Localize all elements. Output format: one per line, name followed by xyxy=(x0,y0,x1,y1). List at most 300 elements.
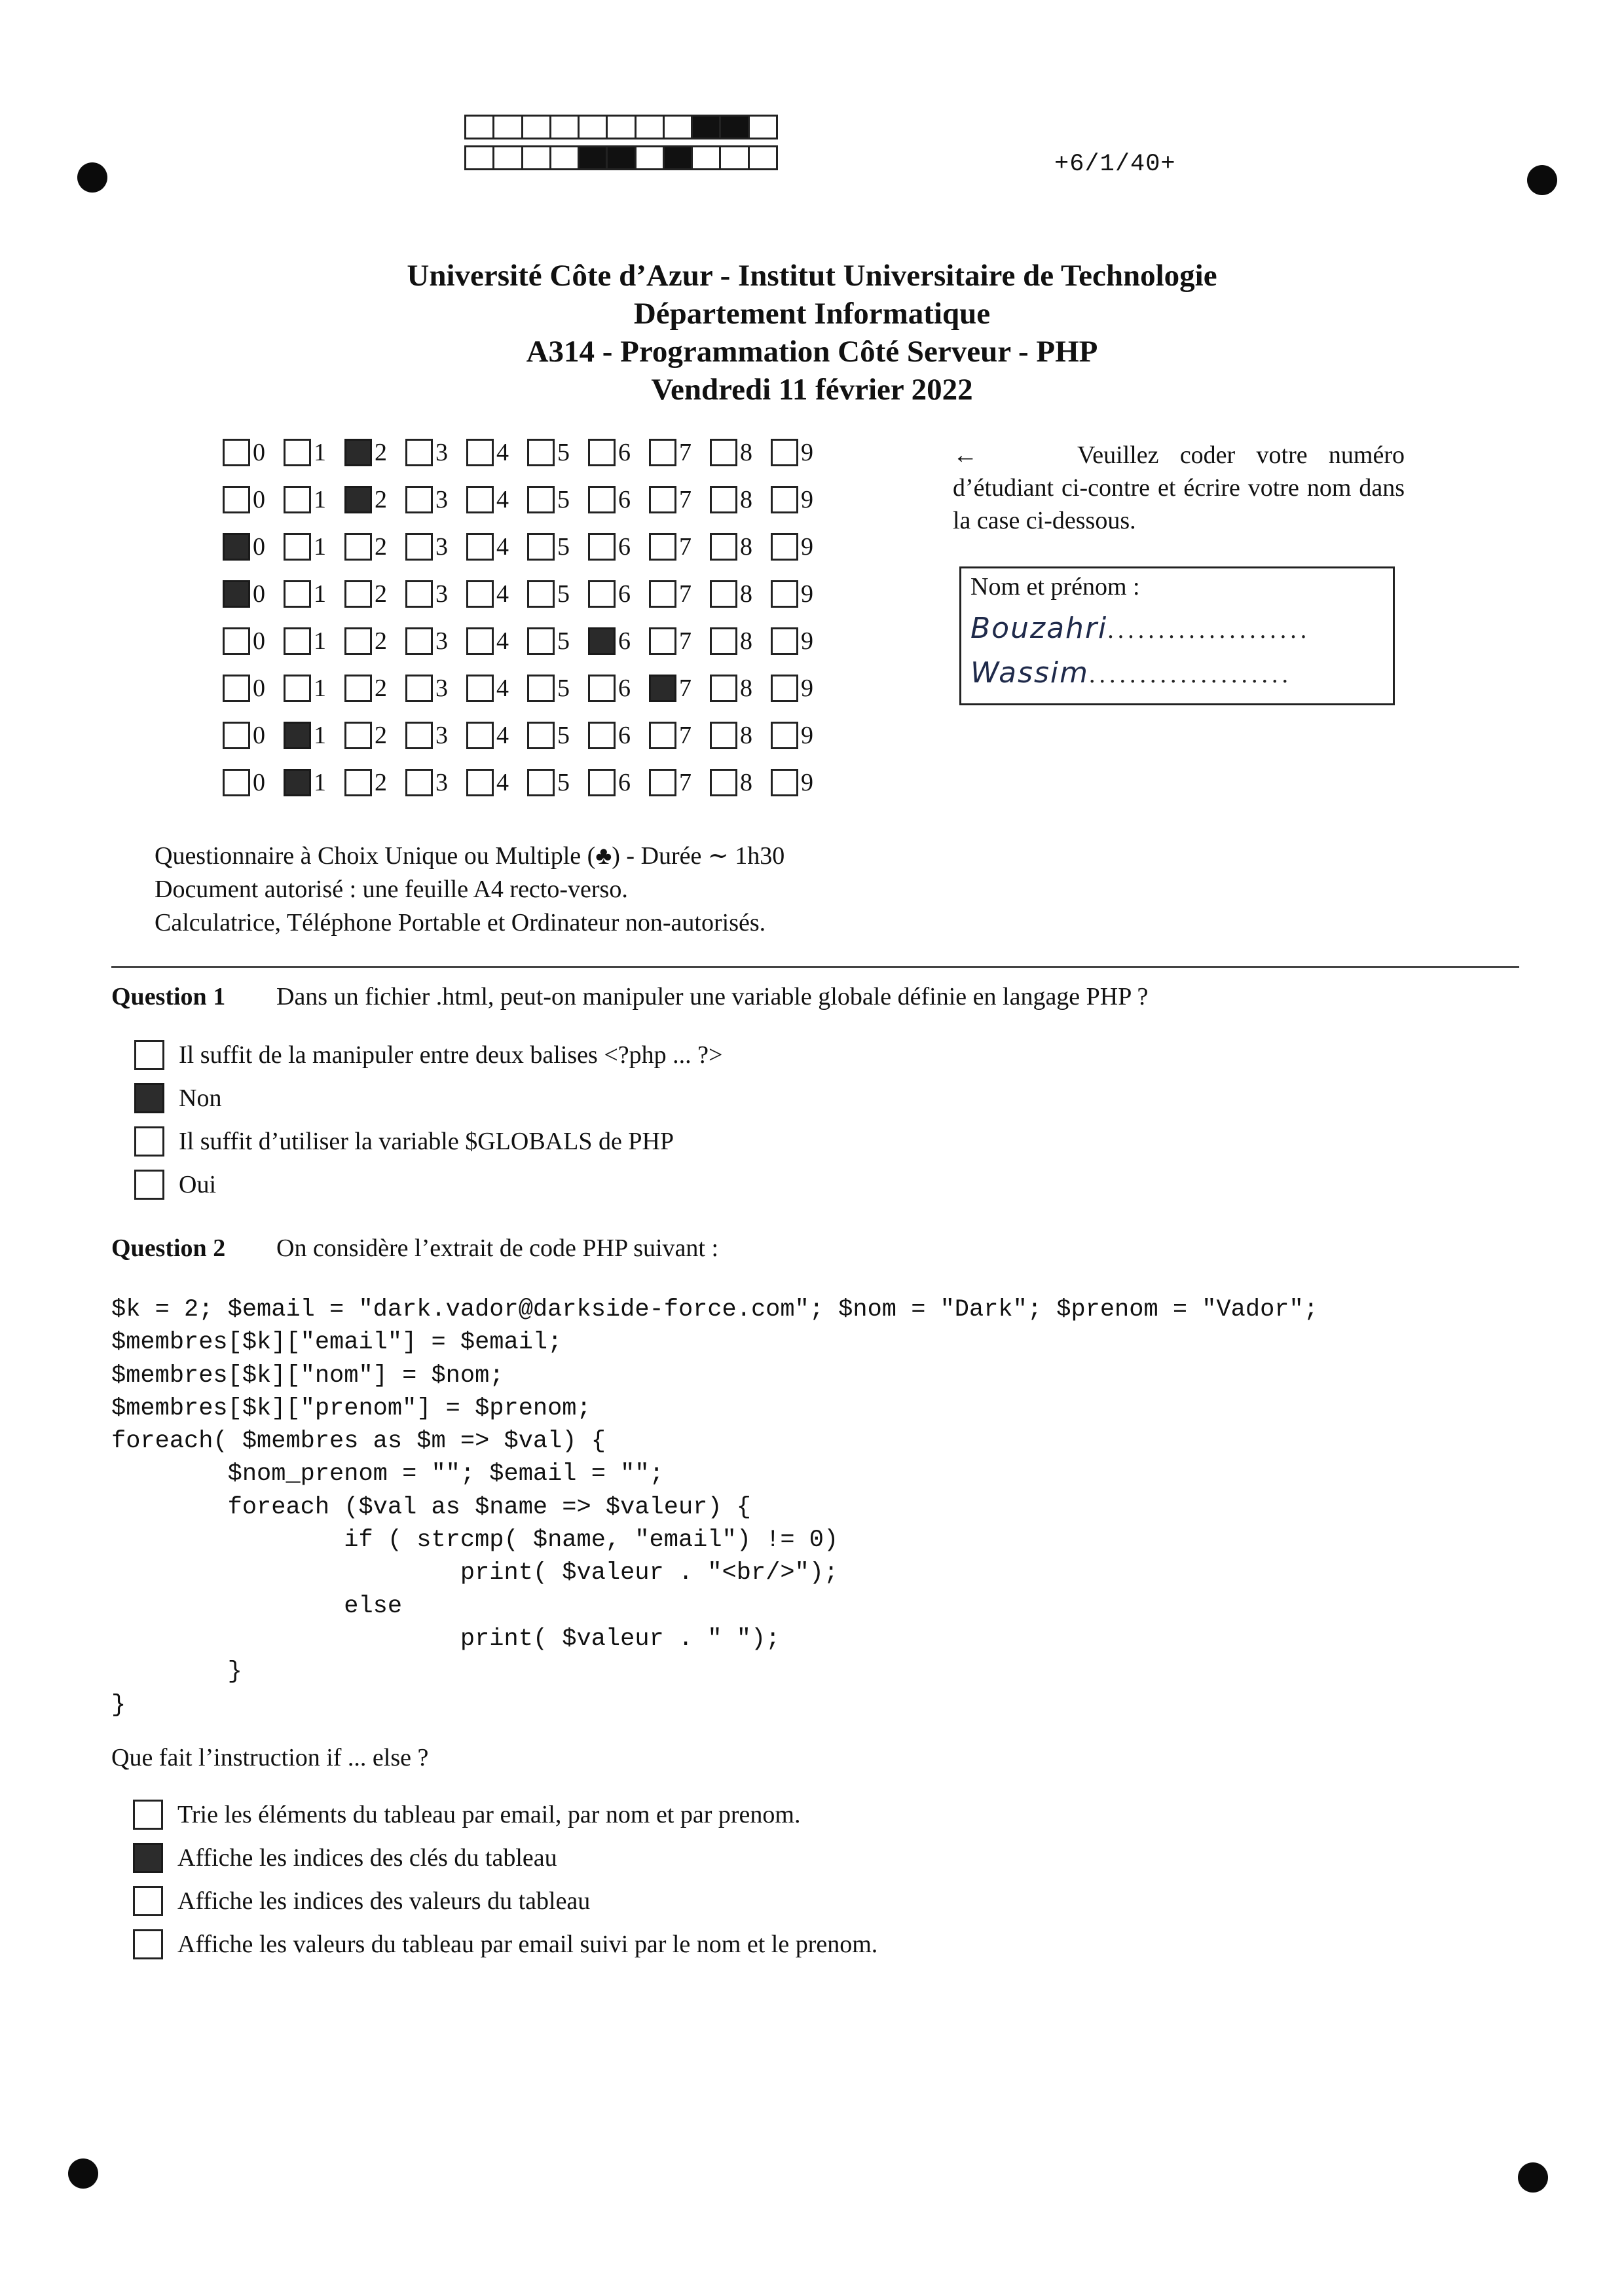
digit-label: 6 xyxy=(618,769,631,796)
digit-label: 2 xyxy=(375,627,387,655)
digit-checkbox[interactable] xyxy=(405,533,433,561)
digit-checkbox[interactable] xyxy=(527,627,555,655)
digit-option xyxy=(223,675,284,702)
digit-checkbox[interactable] xyxy=(710,439,737,466)
digit-checkbox[interactable] xyxy=(588,580,616,608)
digit-label: 5 xyxy=(557,627,570,655)
digit-checkbox[interactable] xyxy=(527,533,555,561)
digit-label: 9 xyxy=(801,769,813,796)
answer-option[interactable] xyxy=(134,1033,722,1077)
digit-option xyxy=(649,439,710,466)
digit-label: 8 xyxy=(740,486,752,513)
digit-checkbox[interactable] xyxy=(527,769,555,796)
student-id-row xyxy=(223,665,832,712)
digit-option xyxy=(284,533,344,561)
digit-option xyxy=(710,439,771,466)
student-id-row xyxy=(223,618,832,665)
barcode-cell xyxy=(663,145,693,170)
digit-label: 3 xyxy=(435,533,448,561)
digit-label: 9 xyxy=(801,533,813,561)
digit-label: 8 xyxy=(740,769,752,796)
digit-checkbox[interactable] xyxy=(344,627,372,655)
digit-option xyxy=(771,722,832,749)
digit-label: 8 xyxy=(740,439,752,466)
digit-checkbox[interactable] xyxy=(649,627,676,655)
name-box[interactable] xyxy=(959,566,1395,705)
digit-checkbox[interactable] xyxy=(405,439,433,466)
digit-checkbox[interactable] xyxy=(710,580,737,608)
digit-option xyxy=(344,675,405,702)
digit-label: 0 xyxy=(253,627,265,655)
digit-checkbox[interactable] xyxy=(223,580,250,608)
registration-mark-bottom-right xyxy=(1518,2162,1548,2193)
digit-checkbox[interactable] xyxy=(649,722,676,749)
answer-checkbox[interactable] xyxy=(133,1843,163,1873)
digit-option xyxy=(223,533,284,561)
answer-option[interactable] xyxy=(133,1923,877,1966)
digit-option xyxy=(466,675,527,702)
digit-checkbox[interactable] xyxy=(405,722,433,749)
barcode-cell xyxy=(635,145,665,170)
barcode-cell xyxy=(492,145,523,170)
digit-checkbox[interactable] xyxy=(466,722,494,749)
digit-label: 6 xyxy=(618,675,631,702)
digit-checkbox[interactable] xyxy=(466,439,494,466)
question-2-prompt: Que fait l’instruction if ... else ? xyxy=(111,1744,429,1771)
digit-checkbox[interactable] xyxy=(344,533,372,561)
digit-label: 9 xyxy=(801,439,813,466)
digit-label: 5 xyxy=(557,439,570,466)
digit-label: 9 xyxy=(801,675,813,702)
digit-checkbox[interactable] xyxy=(588,675,616,702)
digit-label: 1 xyxy=(314,486,326,513)
digit-option xyxy=(466,769,527,796)
question-2-text: On considère l’extrait de code PHP suivant : xyxy=(276,1234,719,1262)
digit-checkbox[interactable] xyxy=(527,439,555,466)
digit-label: 4 xyxy=(496,439,509,466)
exam-info-documents: Document autorisé : une feuille A4 recto-verso. xyxy=(155,876,628,903)
digit-label: 1 xyxy=(314,533,326,561)
digit-label: 7 xyxy=(679,627,692,655)
digit-label: 3 xyxy=(435,722,448,749)
digit-checkbox[interactable] xyxy=(344,439,372,466)
digit-option xyxy=(405,533,466,561)
digit-label: 7 xyxy=(679,439,692,466)
digit-label: 4 xyxy=(496,486,509,513)
digit-label: 5 xyxy=(557,533,570,561)
digit-checkbox[interactable] xyxy=(771,627,798,655)
digit-option xyxy=(344,722,405,749)
digit-label: 7 xyxy=(679,533,692,561)
digit-checkbox[interactable] xyxy=(284,627,311,655)
digit-option xyxy=(588,675,649,702)
digit-checkbox[interactable] xyxy=(649,486,676,513)
digit-checkbox[interactable] xyxy=(405,769,433,796)
digit-checkbox[interactable] xyxy=(284,439,311,466)
digit-checkbox[interactable] xyxy=(771,580,798,608)
digit-label: 2 xyxy=(375,439,387,466)
digit-option xyxy=(649,580,710,608)
digit-option xyxy=(223,439,284,466)
answer-option[interactable] xyxy=(134,1120,722,1163)
digit-label: 3 xyxy=(435,627,448,655)
barcode-cell xyxy=(578,145,608,170)
answer-text: Affiche les indices des valeurs du tableau xyxy=(177,1887,591,1915)
digit-checkbox[interactable] xyxy=(771,675,798,702)
question-1-text: Dans un fichier .html, peut-on manipuler une variable globale définie en langage PHP ? xyxy=(276,983,1149,1010)
digit-label: 3 xyxy=(435,439,448,466)
digit-option xyxy=(405,722,466,749)
name-label: Nom et prénom : xyxy=(970,573,1140,601)
digit-label: 1 xyxy=(314,439,326,466)
barcode-cell xyxy=(663,115,693,139)
digit-option xyxy=(344,486,405,513)
id-instructions xyxy=(953,439,1405,537)
answer-checkbox[interactable] xyxy=(134,1170,164,1200)
digit-label: 0 xyxy=(253,533,265,561)
registration-mark-bottom-left xyxy=(68,2158,98,2189)
barcode-cell xyxy=(606,115,636,139)
answer-checkbox[interactable] xyxy=(133,1800,163,1830)
digit-checkbox[interactable] xyxy=(588,769,616,796)
answer-checkbox[interactable] xyxy=(133,1929,163,1959)
digit-label: 2 xyxy=(375,769,387,796)
digit-label: 1 xyxy=(314,769,326,796)
digit-checkbox[interactable] xyxy=(284,769,311,796)
barcode-cell xyxy=(464,145,494,170)
digit-label: 4 xyxy=(496,675,509,702)
digit-checkbox[interactable] xyxy=(588,486,616,513)
digit-label: 2 xyxy=(375,533,387,561)
digit-option xyxy=(466,627,527,655)
digit-option xyxy=(649,486,710,513)
answer-text: Oui xyxy=(179,1171,216,1198)
digit-label: 7 xyxy=(679,486,692,513)
digit-option xyxy=(771,627,832,655)
digit-label: 6 xyxy=(618,722,631,749)
digit-checkbox[interactable] xyxy=(710,627,737,655)
digit-label: 6 xyxy=(618,533,631,561)
digit-label: 4 xyxy=(496,533,509,561)
digit-option xyxy=(284,769,344,796)
digit-label: 7 xyxy=(679,580,692,608)
digit-option xyxy=(344,580,405,608)
digit-checkbox[interactable] xyxy=(588,439,616,466)
question-1-heading xyxy=(111,982,1148,1011)
digit-option xyxy=(284,722,344,749)
digit-checkbox[interactable] xyxy=(284,722,311,749)
answer-option[interactable] xyxy=(134,1163,722,1206)
digit-label: 0 xyxy=(253,769,265,796)
digit-checkbox[interactable] xyxy=(466,533,494,561)
digit-checkbox[interactable] xyxy=(466,580,494,608)
digit-option xyxy=(771,580,832,608)
digit-checkbox[interactable] xyxy=(771,439,798,466)
digit-option xyxy=(710,722,771,749)
digit-label: 7 xyxy=(679,675,692,702)
answer-checkbox[interactable] xyxy=(134,1040,164,1070)
answer-text: Il suffit de la manipuler entre deux balises <?php ... ?> xyxy=(179,1041,723,1069)
digit-checkbox[interactable] xyxy=(405,627,433,655)
digit-checkbox[interactable] xyxy=(771,722,798,749)
digit-label: 5 xyxy=(557,675,570,702)
digit-option xyxy=(588,580,649,608)
barcode-cell xyxy=(748,115,778,139)
digit-option xyxy=(649,722,710,749)
digit-label: 7 xyxy=(679,722,692,749)
digit-label: 7 xyxy=(679,769,692,796)
answer-text: Non xyxy=(179,1084,222,1112)
digit-option xyxy=(588,769,649,796)
digit-checkbox[interactable] xyxy=(771,486,798,513)
digit-option xyxy=(710,675,771,702)
digit-label: 1 xyxy=(314,722,326,749)
digit-label: 6 xyxy=(618,627,631,655)
digit-checkbox[interactable] xyxy=(527,486,555,513)
registration-mark-top-left xyxy=(77,162,107,193)
barcode-cell xyxy=(691,145,721,170)
answer-text: Il suffit d’utiliser la variable $GLOBALS de PHP xyxy=(179,1128,674,1155)
registration-mark-top-right xyxy=(1527,165,1557,195)
digit-checkbox[interactable] xyxy=(466,627,494,655)
title-date: Vendredi 11 février 2022 xyxy=(651,373,973,407)
digit-checkbox[interactable] xyxy=(771,769,798,796)
digit-label: 9 xyxy=(801,722,813,749)
digit-checkbox[interactable] xyxy=(527,580,555,608)
digit-checkbox[interactable] xyxy=(710,769,737,796)
digit-label: 0 xyxy=(253,486,265,513)
digit-option xyxy=(405,486,466,513)
digit-label: 0 xyxy=(253,439,265,466)
answer-text: Trie les éléments du tableau par email, par nom et par prenom. xyxy=(177,1801,801,1828)
digit-option xyxy=(771,675,832,702)
digit-option xyxy=(771,439,832,466)
digit-option xyxy=(771,533,832,561)
digit-checkbox[interactable] xyxy=(710,675,737,702)
php-code-snippet: $k = 2; $email = "dark.vador@darkside-force.com"; $nom = "Dark"; $prenom = "Vador"; $membres[$k]["email"] = $email; $membres[$k]["nom"] = $nom; $membres[$k]["prenom"] = $prenom; foreach( $membres as $m => $val) { $nom_prenom = ""; $email = ""; foreach ($val as $name => $valeur) { if ( strcmp( $name, "email") != 0) print( $valeur . "<br/>"); else print( $valeur . " "); } } xyxy=(111,1296,1318,1719)
digit-checkbox[interactable] xyxy=(223,533,250,561)
digit-label: 1 xyxy=(314,675,326,702)
first-name-handwritten: Wassim xyxy=(970,656,1089,690)
digit-option xyxy=(527,486,588,513)
digit-label: 2 xyxy=(375,580,387,608)
barcode-cell xyxy=(691,115,721,139)
digit-option xyxy=(588,486,649,513)
digit-label: 4 xyxy=(496,722,509,749)
digit-option xyxy=(710,627,771,655)
digit-checkbox[interactable] xyxy=(344,580,372,608)
barcode-cell xyxy=(578,115,608,139)
digit-checkbox[interactable] xyxy=(466,486,494,513)
digit-option xyxy=(527,533,588,561)
digit-option xyxy=(710,769,771,796)
digit-checkbox[interactable] xyxy=(649,769,676,796)
digit-option xyxy=(405,627,466,655)
barcode-bottom xyxy=(466,145,778,170)
student-id-row xyxy=(223,570,832,618)
digit-label: 0 xyxy=(253,580,265,608)
digit-label: 1 xyxy=(314,627,326,655)
digit-checkbox[interactable] xyxy=(710,486,737,513)
digit-label: 0 xyxy=(253,675,265,702)
digit-label: 2 xyxy=(375,722,387,749)
digit-checkbox[interactable] xyxy=(284,486,311,513)
digit-checkbox[interactable] xyxy=(405,580,433,608)
digit-option xyxy=(588,627,649,655)
digit-option xyxy=(771,486,832,513)
digit-checkbox[interactable] xyxy=(710,722,737,749)
digit-checkbox[interactable] xyxy=(527,722,555,749)
barcode-cell xyxy=(549,145,580,170)
answer-option[interactable] xyxy=(133,1879,877,1923)
digit-checkbox[interactable] xyxy=(284,580,311,608)
digit-option xyxy=(710,533,771,561)
digit-checkbox[interactable] xyxy=(223,439,250,466)
digit-option xyxy=(466,439,527,466)
answer-text: Affiche les valeurs du tableau par email suivi par le nom et le prenom. xyxy=(177,1931,878,1958)
digit-checkbox[interactable] xyxy=(284,533,311,561)
digit-option xyxy=(466,722,527,749)
digit-checkbox[interactable] xyxy=(223,486,250,513)
digit-option xyxy=(771,769,832,796)
digit-checkbox[interactable] xyxy=(466,675,494,702)
barcode-cell xyxy=(748,145,778,170)
digit-label: 6 xyxy=(618,580,631,608)
digit-label: 8 xyxy=(740,627,752,655)
left-arrow-icon: ← xyxy=(953,441,978,469)
digit-checkbox[interactable] xyxy=(223,627,250,655)
digit-checkbox[interactable] xyxy=(649,675,676,702)
answer-option[interactable] xyxy=(134,1077,722,1120)
barcode-cell xyxy=(719,145,749,170)
digit-checkbox[interactable] xyxy=(649,580,676,608)
answer-option[interactable] xyxy=(133,1836,877,1879)
digit-label: 1 xyxy=(314,580,326,608)
barcode-cell xyxy=(492,115,523,139)
digit-option xyxy=(527,769,588,796)
digit-checkbox[interactable] xyxy=(344,722,372,749)
answer-checkbox[interactable] xyxy=(134,1083,164,1113)
digit-option xyxy=(223,486,284,513)
digit-label: 3 xyxy=(435,675,448,702)
digit-label: 2 xyxy=(375,486,387,513)
page-code: +6/1/40+ xyxy=(1054,151,1176,178)
digit-label: 6 xyxy=(618,439,631,466)
digit-label: 4 xyxy=(496,580,509,608)
digit-option xyxy=(649,627,710,655)
digit-label: 8 xyxy=(740,675,752,702)
digit-checkbox[interactable] xyxy=(771,533,798,561)
student-id-row xyxy=(223,759,832,806)
question-2-answers xyxy=(133,1793,877,1966)
digit-option xyxy=(588,722,649,749)
digit-option xyxy=(223,627,284,655)
digit-label: 3 xyxy=(435,486,448,513)
digit-label: 4 xyxy=(496,769,509,796)
digit-option xyxy=(588,533,649,561)
digit-checkbox[interactable] xyxy=(344,486,372,513)
digit-checkbox[interactable] xyxy=(223,722,250,749)
digit-option xyxy=(284,486,344,513)
digit-option xyxy=(710,580,771,608)
digit-checkbox[interactable] xyxy=(405,675,433,702)
digit-option xyxy=(284,439,344,466)
answer-text: Affiche les indices des clés du tableau xyxy=(177,1844,557,1872)
exam-info-devices: Calculatrice, Téléphone Portable et Ordinateur non-autorisés. xyxy=(155,909,766,936)
answer-checkbox[interactable] xyxy=(133,1886,163,1916)
barcode-cell xyxy=(549,115,580,139)
digit-label: 8 xyxy=(740,722,752,749)
digit-option xyxy=(527,722,588,749)
digit-checkbox[interactable] xyxy=(466,769,494,796)
exam-info-type: Questionnaire à Choix Unique ou Multiple (♣) - Durée ∼ 1h30 xyxy=(155,842,785,870)
digit-checkbox[interactable] xyxy=(344,769,372,796)
answer-checkbox[interactable] xyxy=(134,1126,164,1157)
digit-option xyxy=(284,627,344,655)
separator-rule xyxy=(111,966,1519,968)
digit-label: 8 xyxy=(740,533,752,561)
question-2-heading xyxy=(111,1234,718,1263)
digit-option xyxy=(344,769,405,796)
digit-checkbox[interactable] xyxy=(284,675,311,702)
digit-option xyxy=(344,439,405,466)
student-id-row xyxy=(223,476,832,523)
digit-option xyxy=(649,769,710,796)
student-id-row xyxy=(223,712,832,759)
digit-label: 4 xyxy=(496,627,509,655)
digit-option xyxy=(466,580,527,608)
last-name-line: Bouzahri.................... xyxy=(970,612,1311,645)
digit-label: 6 xyxy=(618,486,631,513)
digit-option xyxy=(223,769,284,796)
digit-checkbox[interactable] xyxy=(710,533,737,561)
digit-checkbox[interactable] xyxy=(527,675,555,702)
digit-checkbox[interactable] xyxy=(405,486,433,513)
question-2-label: Question 2 xyxy=(111,1234,226,1262)
digit-checkbox[interactable] xyxy=(649,533,676,561)
instructions-text: Veuillez coder votre numéro d’étudiant ci-contre et écrire votre nom dans la case ci-dessous. xyxy=(953,441,1405,534)
question-1-label: Question 1 xyxy=(111,983,226,1010)
digit-label: 3 xyxy=(435,580,448,608)
digit-option xyxy=(284,580,344,608)
barcode-cell xyxy=(521,145,551,170)
digit-checkbox[interactable] xyxy=(344,675,372,702)
title-course: A314 - Programmation Côté Serveur - PHP xyxy=(526,335,1098,369)
answer-option[interactable] xyxy=(133,1793,877,1836)
digit-checkbox[interactable] xyxy=(649,439,676,466)
digit-checkbox[interactable] xyxy=(223,769,250,796)
digit-option xyxy=(649,675,710,702)
digit-checkbox[interactable] xyxy=(588,533,616,561)
title-university: Université Côte d’Azur - Institut Universitaire de Technologie xyxy=(407,259,1217,293)
barcode-cell xyxy=(464,115,494,139)
digit-option xyxy=(527,675,588,702)
digit-option xyxy=(405,580,466,608)
digit-checkbox[interactable] xyxy=(588,627,616,655)
digit-label: 3 xyxy=(435,769,448,796)
exam-info xyxy=(155,840,784,940)
digit-checkbox[interactable] xyxy=(588,722,616,749)
student-id-row xyxy=(223,523,832,570)
barcode-top xyxy=(466,115,778,139)
digit-label: 9 xyxy=(801,627,813,655)
digit-option xyxy=(223,722,284,749)
digit-option xyxy=(710,486,771,513)
barcode-cell xyxy=(719,115,749,139)
student-id-row xyxy=(223,429,832,476)
digit-checkbox[interactable] xyxy=(223,675,250,702)
digit-option xyxy=(344,533,405,561)
